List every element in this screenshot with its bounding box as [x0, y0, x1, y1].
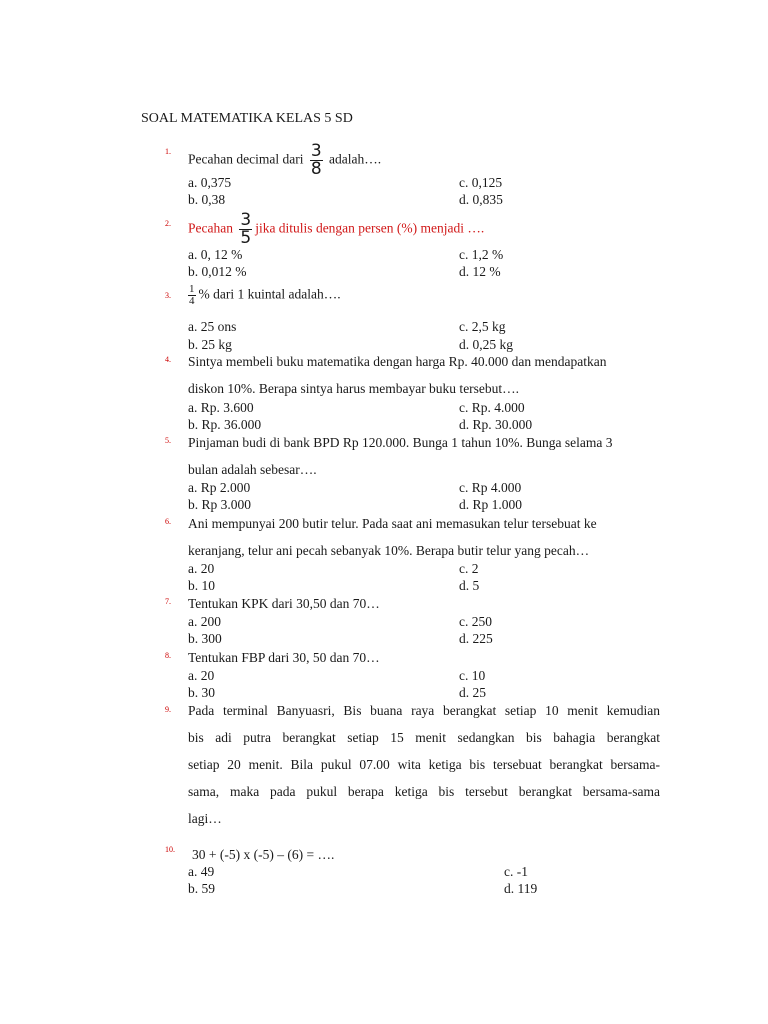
- question-text: % dari 1 kuintal adalah….: [198, 286, 341, 302]
- option-b: b. 300: [188, 631, 222, 646]
- question-text-line: Pinjaman budi di bank BPD Rp 120.000. Bunga 1 tahun 10%. Bunga selama 3: [188, 435, 613, 450]
- question-2-text: [188, 212, 484, 247]
- question-text: adalah….: [329, 151, 382, 167]
- option-c: c. 1,2 %: [459, 247, 504, 262]
- option-a: a. 0, 12 %: [188, 247, 243, 262]
- question-text-line: Ani mempunyai 200 butir telur. Pada saat ani memasukan telur tersebuat ke: [188, 516, 597, 531]
- fraction: $\frac{1}{4}$: [189, 283, 195, 307]
- option-d: d. 225: [459, 631, 493, 646]
- question-text: Tentukan KPK dari 30,50 dan 70…: [188, 596, 380, 611]
- option-c: c. Rp 4.000: [459, 480, 522, 495]
- option-d: d. 119: [504, 881, 538, 896]
- option-a: a. 0,375: [188, 175, 232, 190]
- option-b: b. 0,38: [188, 192, 226, 207]
- option-b: b. Rp. 36.000: [188, 417, 262, 432]
- option-d: d. 12 %: [459, 264, 501, 279]
- question-number: 5.: [165, 436, 171, 445]
- question-number: 8.: [165, 651, 171, 660]
- question-number: 2.: [165, 219, 171, 228]
- option-c: c. 250: [459, 614, 492, 629]
- option-c: c. 2,5 kg: [459, 319, 506, 334]
- option-c: c. 10: [459, 668, 486, 683]
- question-number: 7.: [165, 597, 171, 606]
- option-a: a. 20: [188, 561, 215, 576]
- question-text: Pecahan: [188, 220, 233, 236]
- question-text-line: bis adi putra berangkat setiap 15 menit sedangkan bis bahagia berangkat: [188, 730, 660, 745]
- option-d: d. 25: [459, 685, 486, 700]
- option-b: b. 0,012 %: [188, 264, 247, 279]
- option-d: d. 5: [459, 578, 480, 593]
- question-number: 4.: [165, 355, 171, 364]
- option-d: d. Rp. 30.000: [459, 417, 533, 432]
- option-a: a. 49: [188, 864, 215, 879]
- option-a: a. Rp 2.000: [188, 480, 251, 495]
- question-text-line: diskon 10%. Berapa sintya harus membayar buku tersebut….: [188, 381, 520, 396]
- question-number: 6.: [165, 517, 171, 526]
- question-text: Tentukan FBP dari 30, 50 dan 70…: [188, 650, 380, 665]
- option-d: d. 0,835: [459, 192, 503, 207]
- question-text-line: sama, maka pada pukul berapa ketiga bis tersebut berangkat bersama-sama: [188, 784, 660, 799]
- question-3-text: [188, 284, 341, 307]
- option-b: b. 30: [188, 685, 215, 700]
- option-b: b. Rp 3.000: [188, 497, 252, 512]
- question-text-line: keranjang, telur ani pecah sebanyak 10%. Berapa butir telur yang pecah…: [188, 543, 590, 558]
- option-d: d. Rp 1.000: [459, 497, 523, 512]
- question-text: Pecahan decimal dari: [188, 151, 304, 167]
- question-text-line: setiap 20 menit. Bila pukul 07.00 wita ketiga bis tersebuat berangkat bersama-: [188, 757, 660, 772]
- option-b: b. 10: [188, 578, 215, 593]
- option-c: c. -1: [504, 864, 528, 879]
- question-text-line: lagi…: [188, 811, 222, 826]
- question-1-text: [188, 143, 381, 178]
- option-b: b. 59: [188, 881, 215, 896]
- question-text-line: Sintya membeli buku matematika dengan harga Rp. 40.000 dan mendapatkan: [188, 354, 607, 369]
- question-text-line: bulan adalah sebesar….: [188, 462, 317, 477]
- question-number: 10.: [165, 845, 175, 854]
- question-number: 1.: [165, 147, 171, 156]
- page-title: SOAL MATEMATIKA KELAS 5 SD: [141, 111, 353, 126]
- question-number: 9.: [165, 705, 171, 714]
- option-b: b. 25 kg: [188, 337, 232, 352]
- question-text-line: Pada terminal Banyuasri, Bis buana raya berangkat setiap 10 menit kemudian: [188, 703, 660, 718]
- option-a: a. 20: [188, 668, 215, 683]
- question-text: 30 + (-5) x (-5) – (6) = ….: [192, 847, 335, 862]
- fraction: $\frac{3}{8}$: [310, 141, 322, 179]
- option-a: a. 200: [188, 614, 221, 629]
- option-c: c. 0,125: [459, 175, 503, 190]
- question-number: 3.: [165, 291, 171, 300]
- fraction: $\frac{3}{5}$: [240, 210, 252, 248]
- question-text: jika ditulis dengan persen (%) menjadi ….: [255, 220, 485, 236]
- option-c: c. Rp. 4.000: [459, 400, 525, 415]
- option-c: c. 2: [459, 561, 479, 576]
- option-a: a. 25 ons: [188, 319, 237, 334]
- option-d: d. 0,25 kg: [459, 337, 513, 352]
- option-a: a. Rp. 3.600: [188, 400, 254, 415]
